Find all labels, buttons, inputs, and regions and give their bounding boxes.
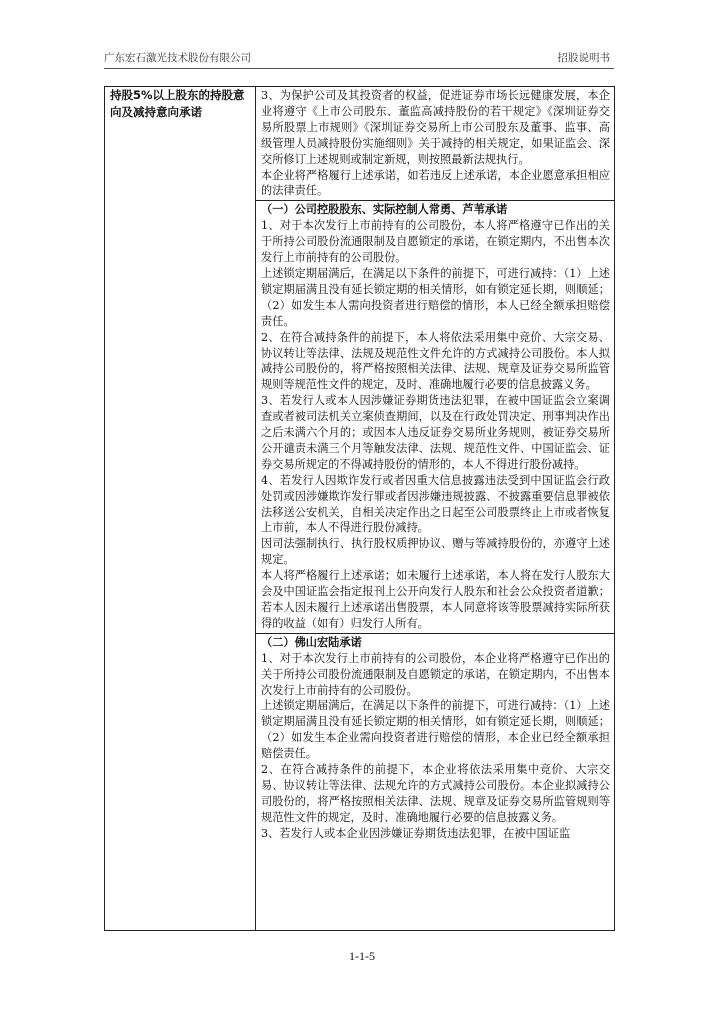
header-document-type: 招股说明书 — [557, 52, 610, 64]
paragraph: 2、在符合减持条件的前提下，本企业将依法采用集中竞价、大宗交易、协议转让等法律、法规允许的方式减持公司股份。本企业拟减持公司股份的，将严格按照相关法律、法规、规章及证券交易所监管规则等规范性文件的规定，及时、准确地履行必要的信息披露义务。 — [261, 763, 610, 824]
commitment-label: 持股5%以上股东的持股意向及减持意向承诺 — [110, 88, 245, 119]
commitment-row — [105, 87, 615, 931]
paragraph: 3、若发行人或本企业因涉嫌证券期货违法犯罪，在被中国证监 — [261, 826, 571, 840]
commitment-content — [256, 87, 614, 842]
paragraph: 1、对于本次发行上市前持有的公司股份，本人将严格遵守已作出的关于所持公司股份流通限制及自愿锁定的承诺，在锁定期内，不出售本次发行上市前持有的公司股份。 — [261, 219, 610, 265]
paragraph: 上述锁定期届满后，在满足以下条件的前提下，可进行减持：（1）上述锁定期届满且没有延长锁定期的相关情形，如有锁定延长期，则顺延；（2）如发生本人需向投资者进行赔偿的情形，本人已经全额承担赔偿责任。 — [261, 266, 610, 328]
header-company-name: 广东宏石激光技术股份有限公司 — [104, 52, 251, 64]
page-number: 1-1-5 — [349, 949, 375, 963]
section-heading: （一）公司控股股东、实际控制人常勇、芦苇承诺 — [261, 203, 508, 217]
section-divider — [256, 633, 614, 634]
paragraph: 因司法强制执行、执行股权质押协议、赠与等减持股份的，亦遵守上述规定。 — [261, 537, 610, 567]
page-header — [104, 50, 612, 66]
header-divider — [104, 68, 614, 69]
commitment-table — [104, 86, 615, 931]
commitment-content-cell — [256, 87, 615, 931]
section-divider — [256, 200, 614, 201]
section-heading: （二）佛山宏陆承诺 — [261, 635, 362, 649]
paragraph: 上述锁定期届满后，在满足以下条件的前提下，可进行减持：（1）上述锁定期届满且没有延长锁定期的相关情形，如有锁定延长期，则顺延；（2）如发生本企业需向投资者进行赔偿的情形，本企业已经全额承担赔偿责任。 — [261, 699, 610, 761]
commitment-label-cell — [105, 87, 256, 931]
paragraph: 4、若发行人因欺诈发行或者因重大信息披露违法受到中国证监会行政处罚或因涉嫌欺诈发行罪或者因涉嫌违规披露、不披露重要信息罪被依法移送公安机关，自相关决定作出之日起至公司股票终止上市或者恢复上市前，本人不得进行股份减持。 — [261, 473, 610, 535]
paragraph: 2、在符合减持条件的前提下，本人将依法采用集中竞价、大宗交易、协议转让等法律、法规及规范性文件允许的方式减持公司股份。本人拟减持公司股份的，将严格按照相关法律、法规、规章及证券交易所监管规则等规范性文件的规定，及时、准确地履行必要的信息披露义务。 — [261, 330, 610, 392]
paragraph: 本人将严格履行上述承诺；如未履行上述承诺，本人将在发行人股东大会及中国证监会指定报刊上公开向发行人股东和社会公众投资者道歉；若本人因未履行上述承诺出售股票，本人同意将该等股票减持实际所获得的收益（如有）归发行人所有。 — [261, 569, 610, 630]
paragraph: 3、为保护公司及其投资者的权益，促进证券市场长远健康发展，本企业将遵守《上市公司股东、董监高减持股份的若干规定》《深圳证券交易所股票上市规则》《深圳证券交易所上市公司股东及董事、监事、高级管理人员减持股份实施细则》关于减持的相关规定，如果证监会、深交所修订上述规则或制定新规，则按照最新法规执行。 — [261, 89, 610, 166]
paragraph: 3、若发行人或本人因涉嫌证券期货违法犯罪，在被中国证监会立案调查或者被司法机关立案侦查期间，以及在行政处罚决定、刑事判决作出之后未满六个月的；或因本人违反证券交易所业务规则，被证券交易所公开谴责未满三个月等触发法律、法规、规范性文件、中国证监会、证券交易所规定的不得减持股份的情形的，本人不得进行股份减持。 — [261, 394, 610, 471]
paragraph: 本企业将严格履行上述承诺，如若违反上述承诺，本企业愿意承担相应的法律责任。 — [261, 168, 610, 198]
paragraph: 1、对于本次发行上市前持有的公司股份，本企业将严格遵守已作出的关于所持公司股份流通限制及自愿锁定的承诺，在锁定期内，不出售本次发行上市前持有的公司股份。 — [261, 651, 610, 697]
